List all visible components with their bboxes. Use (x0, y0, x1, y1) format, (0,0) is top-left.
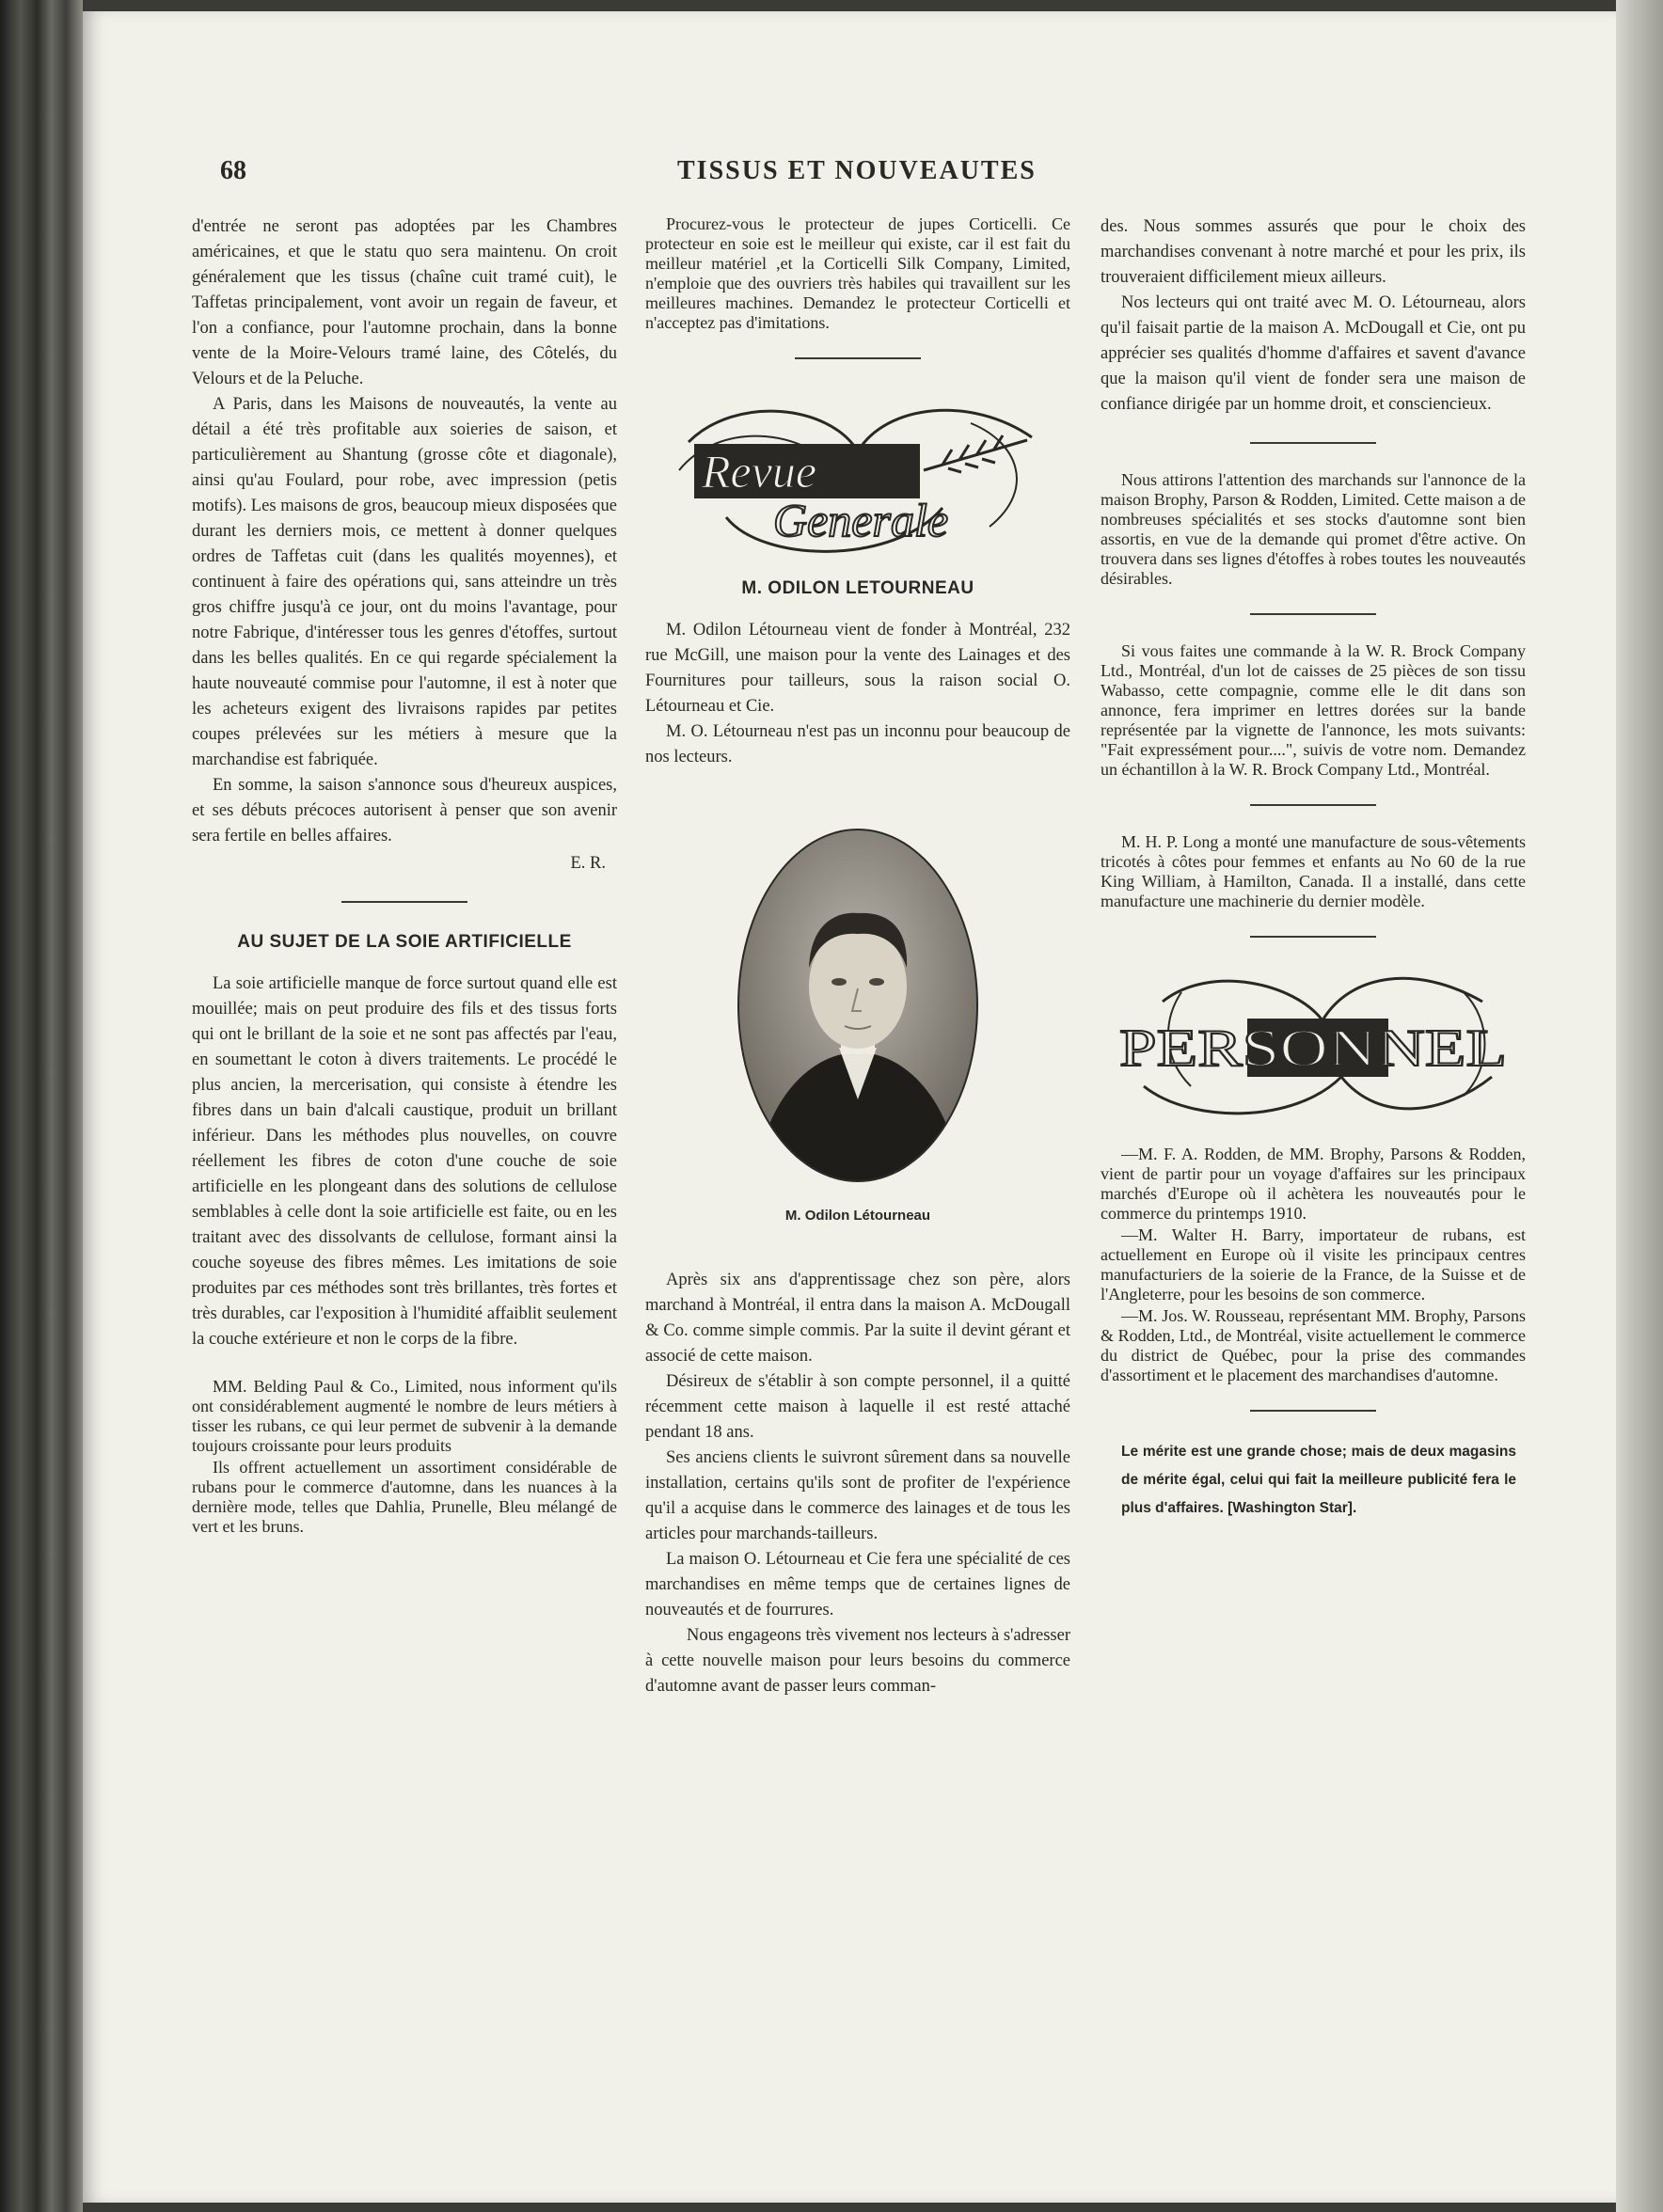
brophy-paragraph: Nous attirons l'attention des marchands sur l'annonce de la maison Brophy, Parson & Rodden, Limited. Cette maison a de nombreuses spécialités et ses stocks d'automne sont bien assortis, en vue de la demande qui promet d'être active. On trouvera dans ses lignes d'étoffes à robes toutes les nouveautés désirables. (1101, 470, 1526, 588)
long-paragraph: M. H. P. Long a monté une manufacture de sous-vêtements tricotés à côtes pour femmes et enfants au No 60 de la rue King William, à Hamilton, Canada. Il a installé, dans cette manufacture une machinerie du dernier modèle. (1101, 832, 1526, 910)
section-divider (341, 901, 467, 903)
letourneau-paragraph: La maison O. Létourneau et Cie fera une spécialité de ces marchandises en même temps que de certaines lignes de nouveautés et de fourrures. (645, 1550, 1070, 1620)
letourneau-paragraph: Ses anciens clients le suivront sûrement dans sa nouvelle installation, certains qu'ils sont de profiter de l'expérience qu'il a acquise dans le commerce des lainages et de tous les articles pour marchands-tailleurs. (645, 1448, 1070, 1543)
column-right (1101, 214, 1526, 1523)
washington-star-quote: Le mérite est une grande chose; mais de deux magasins de mérite égal, celui qui fait la meilleure publicité fera le plus d'affaires. [Washington Star]. (1121, 1444, 1516, 1516)
personnel-paragraph: —M. Jos. W. Rousseau, représentant MM. Brophy, Parsons & Rodden, Ltd., de Montréal, visite actuellement le commerce du district de Québec, pour la prise des commandes d'assortiment et le placement des marchandises d'automne. (1101, 1306, 1526, 1384)
personnel-ornament (1106, 964, 1520, 1124)
section-divider (1250, 613, 1376, 615)
personnel-paragraph: —M. F. A. Rodden, de MM. Brophy, Parsons & Rodden, vient de partir pour un voyage d'affaires sur les principaux marchés d'Europe où il achètera les nouveautés pour le commerce du printemps 1910. (1101, 1145, 1526, 1223)
belding-notice (192, 1377, 617, 1537)
personnel-banner (1106, 964, 1520, 1124)
page-number: 68 (220, 156, 246, 185)
banner-text-generale: Generale (773, 494, 949, 546)
brophy-notice (1101, 470, 1526, 589)
article-paragraph: A Paris, dans les Maisons de nouveautés, la vente au détail a été très profitable aux soieries de saison, et particulièrement au Shantung (grosse côte et diagonale), ainsi qu'au Foulard, pour robe, avec impression (petis motifs). Les maisons de gros, beaucoup mieux disposées que durant les derniers mois, ce mettent à donner quelques ordres de Taffetas cuit (dans les qualités moyennes), et continuent à faire des opérations qui, sans atteindre un très gros chiffre jusqu'à ce jour, ont du moins l'avantage, pour notre Fabrique, d'intéresser tous les genres d'étoffes, surtout dans les belles qualités. En ce qui regarde spécialement la haute nouveauté commise pour l'automne, il est à noter que les acheteurs exigent des livraisons rapides par petites coupes prélevées sur les métiers à mesure que la marchandise est fabriquée. (192, 395, 617, 769)
letourneau-continuation-paragraph: des. Nous sommes assurés que pour le choix des marchandises convenant à notre marché et pour les prix, ils trouveraient difficilement mieux ailleurs. (1101, 217, 1526, 287)
book-binding-edge (0, 0, 83, 2212)
revue-generale-banner (660, 386, 1055, 564)
soie-artificielle-paragraph: La soie artificielle manque de force surtout quand elle est mouillée; mais on peut produire des fils et des tissus forts qui ont le brillant de la soie et ne sont pas affectés par l'eau, en soumettant le coton à divers traitements. Le procédé le plus ancien, la mercerisation, qui consiste à étendre les fibres dans un bain d'alcali caustique, produit un brillant inférieur. Dans les méthodes plus nouvelles, on couvre réellement les fibres de coton d'une couche de soie artificielle en les plongeant dans des solutions de cellulose semblables à celle dont la soie artificielle est faite, ou en les traitant avec des dissolvants de cellulose, formant ainsi la couche soyeuse des fibres mêmes. Les imitations de soie produites par ces méthodes sont très brillantes, très fortes et très durables, car l'exposition à l'humidité affaiblit seulement la couche extérieure et non le corps de la fibre. (192, 974, 617, 1349)
section-divider (1250, 804, 1376, 806)
letourneau-paragraph: M. O. Létourneau n'est pas un inconnu pour beaucoup de nos lecteurs. (645, 722, 1070, 766)
personnel-notices (1101, 1145, 1526, 1385)
brock-notice (1101, 641, 1526, 780)
letourneau-paragraph: Désireux de s'établir à son compte personnel, il a quitté récemment cette maison à laquelle il est resté attaché pendant 18 ans. (645, 1372, 1070, 1442)
column-middle (645, 214, 1070, 1699)
page-header (220, 156, 1067, 194)
corticelli-notice (645, 214, 1070, 333)
portrait-image (736, 827, 980, 1184)
revue-generale-ornament (660, 386, 1055, 564)
column-left (192, 214, 617, 1539)
article-paragraph: En somme, la saison s'annonce sous d'heureux auspices, et ses débuts précoces autorisent à penser que son avenir sera fertile en belles affaires. (192, 776, 617, 845)
article-paragraph: d'entrée ne seront pas adoptées par les Chambres américaines, et que le statu quo sera maintenu. On croit généralement que les tissus (chaîne cuit tramé cuit), le Taffetas principalement, vont avoir un regain de faveur, et l'on a confiance, pour l'automne prochain, dans la bonne vente de la Moire-Velours tramé laine, des Côtelés, du Velours et de la Peluche. (192, 217, 617, 388)
section-divider (1250, 442, 1376, 444)
banner-text-revue: Revue (702, 445, 817, 498)
portrait-caption: M. Odilon Létourneau (784, 1208, 931, 1224)
letourneau-paragraph: M. Odilon Létourneau vient de fonder à Montréal, 232 rue McGill, une maison pour la vente des Lainages et des Fournitures pour tailleurs, sous la raison social O. Létourneau et Cie. (645, 621, 1070, 716)
article-signature: E. R. (570, 854, 606, 873)
long-notice (1101, 832, 1526, 911)
section-divider (1250, 936, 1376, 938)
portrait-photo (736, 827, 980, 1184)
letourneau-paragraph: Nous engageons très vivement nos lecteurs à s'adresser à cette nouvelle maison pour leurs besoins du commerce d'automne avant de passer leurs comman- (645, 1626, 1070, 1696)
corticelli-paragraph: Procurez-vous le protecteur de jupes Corticelli. Ce protecteur en soie est le meilleur qui existe, car il est fait du meilleur matériel ,et la Corticelli Silk Company, Limited, n'emploie que des ouvriers très habiles qui travaillent sur les meilleures machines. Demandez le protecteur Corticelli et n'acceptez pas d'imitations. (645, 214, 1070, 332)
letourneau-continuation-paragraph: Nos lecteurs qui ont traité avec M. O. Létourneau, alors qu'il faisait partie de la maison A. McDougall et Cie, ont pu apprécier ses qualités d'homme d'affaires et savent d'avance que la maison qu'il vient de fonder sera une maison de confiance dirigée par un homme droit, et consciencieux. (1101, 293, 1526, 414)
belding-paragraph: Ils offrent actuellement un assortiment considérable de rubans pour le commerce d'automne, dans les nuances à la dernière mode, telles que Dahlia, Prunelle, Bleu mélangé de vert et les bruns. (192, 1458, 617, 1536)
letourneau-paragraph: Après six ans d'apprentissage chez son père, alors marchand à Montréal, il entra dans la maison A. McDougall & Co. comme simple commis. Par la suite il devint gérant et associé de cette maison. (645, 1271, 1070, 1366)
belding-paragraph: MM. Belding Paul & Co., Limited, nous informent qu'ils ont considérablement augmenté le nombre de leurs métiers à tisser les rubans, ce qui leur permet de subvenir à la demande toujours croissante pour leurs produits (192, 1377, 617, 1455)
running-title: TISSUS ET NOUVEAUTES (677, 156, 1037, 185)
soie-artificielle-heading: AU SUJET DE LA SOIE ARTIFICIELLE (237, 932, 572, 952)
section-divider (1250, 1410, 1376, 1412)
page-stack-edge (1616, 0, 1663, 2212)
letourneau-heading: M. ODILON LETOURNEAU (741, 578, 974, 598)
personnel-paragraph: —M. Walter H. Barry, importateur de rubans, est actuellement en Europe où il visite les principaux centres manufacturiers de la soierie de la France, de la Suisse et de l'Angleterre, pour les besoins de son commerce. (1101, 1225, 1526, 1304)
brock-paragraph: Si vous faites une commande à la W. R. Brock Company Ltd., Montréal, d'un lot de caisses de 25 pièces de son tissu Wabasso, cette compagnie, comme elle le dit dans son annonce, fera imprimer en lettres dorées sur la bande représentée par la vignette de l'annonce, les mots suivants: "Fait expressément pour....", suivis de votre nom. Demandez un échantillon à la W. R. Brock Company Ltd., Montréal. (1101, 641, 1526, 779)
banner-text-personnel: PERSONNEL (1119, 1019, 1507, 1078)
section-divider (795, 357, 921, 359)
